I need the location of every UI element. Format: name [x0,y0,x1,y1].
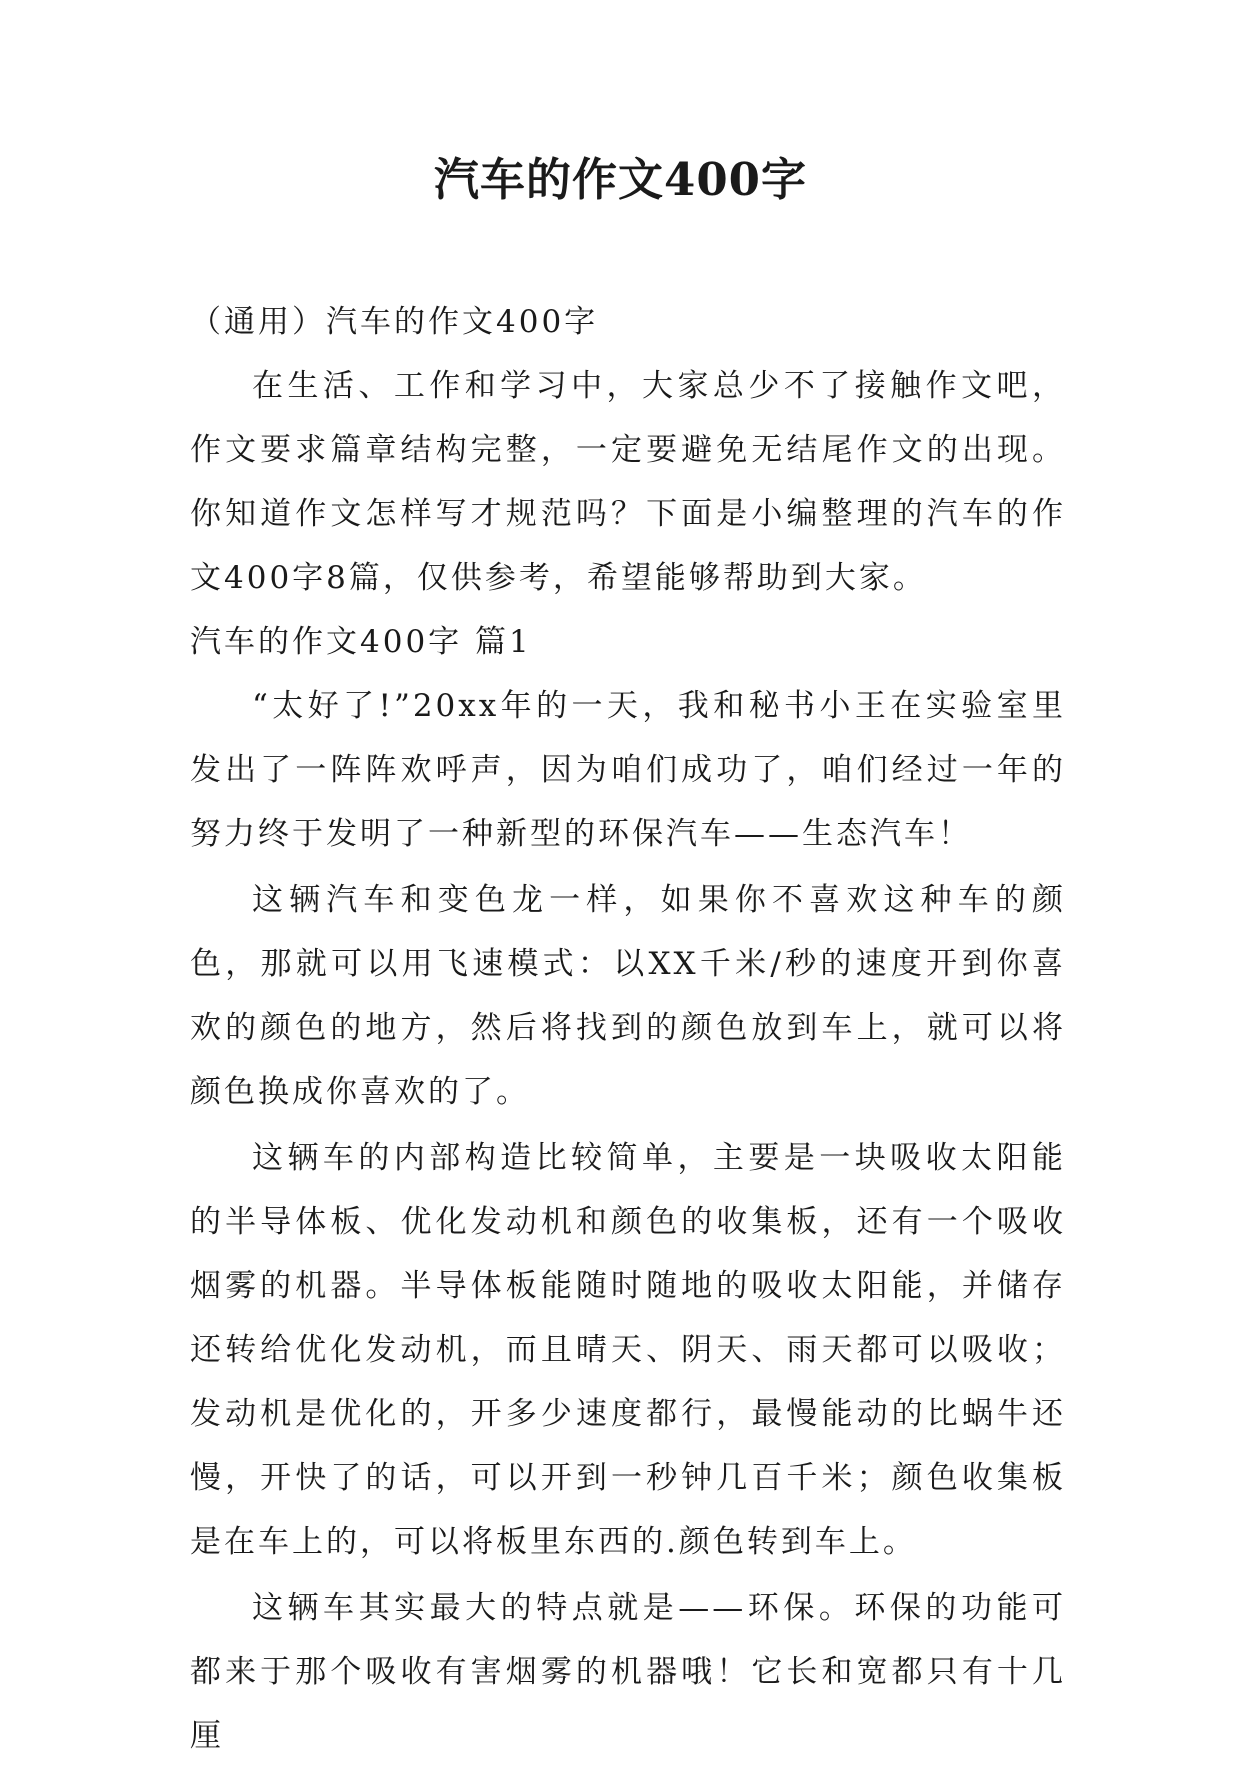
intro-paragraph: 在生活、工作和学习中，大家总少不了接触作文吧，作文要求篇章结构完整，一定要避免无结尾作文的出现。你知道作文怎样写才规范吗？下面是小编整理的汽车的作文400字8篇，仅供参考，希望能够帮助到大家。 [190,368,1066,596]
body-paragraph: “太好了!”20xx年的一天，我和秘书小王在实验室里发出了一阵阵欢呼声，因为咱们成功了，咱们经过一年的努力终于发明了一种新型的环保汽车——生态汽车！ [190,688,1066,852]
body-paragraph: 这辆汽车和变色龙一样，如果你不喜欢这种车的颜色，那就可以用飞速模式：以XX千米/秒的速度开到你喜欢的颜色的地方，然后将找到的颜色放到车上，就可以将颜色换成你喜欢的了。 [190,882,1066,1110]
body-paragraph: 这辆车其实最大的特点就是——环保。环保的功能可都来于那个吸收有害烟雾的机器哦！它长和宽都只有十几厘 [190,1590,1066,1754]
section-heading: 汽车的作文400字 篇1 [190,624,532,660]
body-paragraph: 这辆车的内部构造比较简单，主要是一块吸收太阳能的半导体板、优化发动机和颜色的收集板，还有一个吸收烟雾的机器。半导体板能随时随地的吸收太阳能，并储存还转给优化发动机，而且晴天、阴天、雨天都可以吸收；发动机是优化的，开多少速度都行，最慢能动的比蜗牛还慢，开快了的话，可以开到一秒钟几百千米；颜色收集板是在车上的，可以将板里东西的.颜色转到车上。 [190,1140,1066,1560]
document-title: 汽车的作文400字 [434,153,807,206]
document-subtitle: （通用）汽车的作文400字 [190,304,599,340]
document-body [190,290,1066,1768]
